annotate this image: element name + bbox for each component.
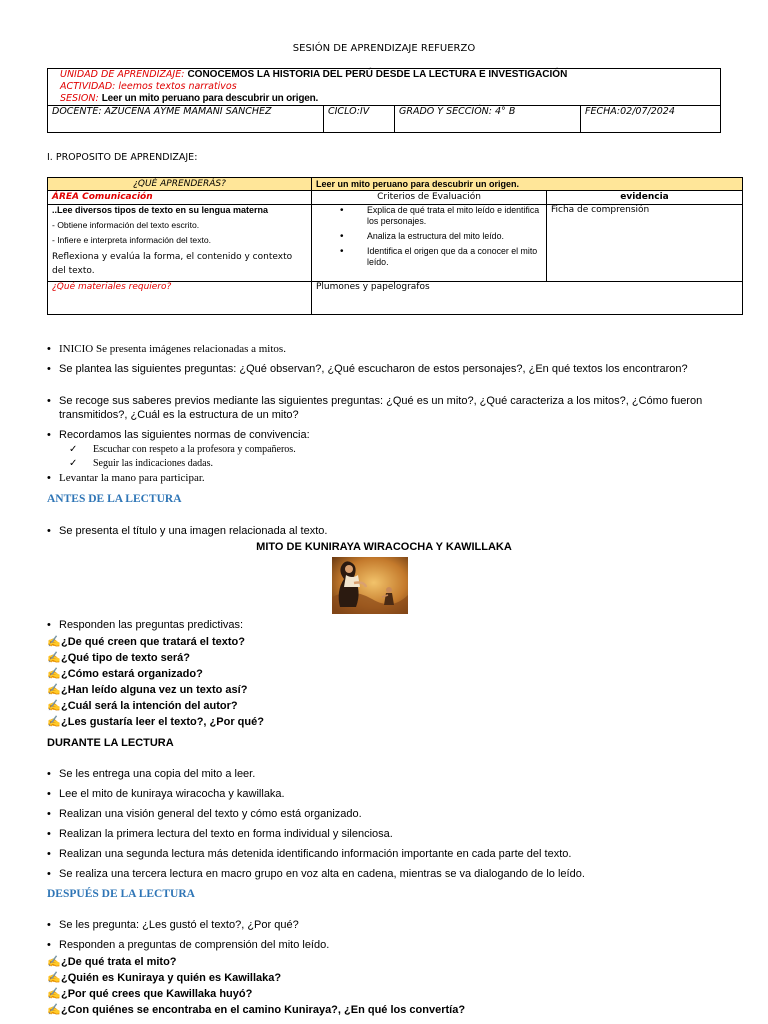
bullet-icon: • — [47, 343, 51, 355]
bullet-icon: • — [47, 395, 51, 407]
myth-illustration — [332, 557, 408, 614]
page-title: SESIÓN DE APRENDIZAJE REFUERZO — [292, 43, 476, 54]
bullet-icon: • — [47, 619, 51, 631]
durante-item: • Se les entrega una copia del mito a leer. — [47, 768, 256, 780]
despues-item: • Responden a preguntas de comprensión del mito leído. — [47, 939, 330, 951]
session-body — [47, 0, 727, 1024]
materiales-a-cell: Plumones y papelografos — [312, 282, 743, 315]
pen-icon: ✍ — [47, 636, 61, 648]
competencia-head: ..Lee diversos tipos de texto en su lengua materna — [52, 205, 269, 215]
myth-title: MITO DE KUNIRAYA WIRACOCHA Y KAWILLAKA — [256, 541, 512, 553]
predict-intro-text: Responden las preguntas predictivas: — [59, 619, 244, 631]
predict-question: ✍¿Cómo estará organizado? — [47, 668, 203, 680]
norma-text: Seguir las indicaciones dadas. — [93, 458, 213, 469]
pen-icon: ✍ — [47, 684, 61, 696]
fecha-cell: FECHA:02/07/2024 — [581, 106, 721, 133]
sesion-value: Leer un mito peruano para descubrir un origen. — [101, 93, 319, 104]
bullet-icon: • — [47, 919, 51, 931]
pen-icon: ✍ — [47, 652, 61, 664]
bullet-icon: • — [47, 472, 51, 484]
criterio-item: • Analiza la estructura del mito leído. — [340, 231, 542, 242]
pen-icon: ✍ — [47, 988, 61, 1000]
bullet-icon: • — [47, 868, 51, 880]
bullet-icon: • — [47, 808, 51, 820]
check-icon: ✓ — [69, 444, 78, 455]
evidencia-cell: Ficha de comprensión — [547, 205, 743, 282]
q-learn-cell: ¿QUÉ APRENDERÁS? — [48, 178, 312, 191]
capacidad-item: - Obtiene información del texto escrito. — [52, 220, 200, 230]
comprehension-question: ✍¿Con quiénes se encontraba en el camino Kuniraya?, ¿En qué los convertía? — [47, 1004, 466, 1016]
pen-icon: ✍ — [47, 668, 61, 680]
criterios-header: Criterios de Evaluación — [312, 191, 547, 205]
norma-text: Escuchar con respeto a la profesora y compañeros. — [93, 444, 296, 455]
bullet-icon: • — [47, 768, 51, 780]
durante-heading: DURANTE LA LECTURA — [47, 737, 174, 749]
bullet-icon: • — [47, 848, 51, 860]
bullet-icon: • — [47, 828, 51, 840]
durante-item: • Realizan una visión general del texto y cómo está organizado. — [47, 808, 362, 820]
capacidad-item: - Infiere e interpreta información del texto. — [52, 235, 212, 245]
comprehension-question: ✍¿De qué trata el mito? — [47, 956, 177, 968]
evidencia-header: evidencia — [547, 191, 743, 205]
durante-item: • Realizan la primera lectura del texto en forma individual y silenciosa. — [47, 828, 393, 840]
inicio-text: Recordamos las siguientes normas de convivencia: — [59, 429, 310, 441]
inicio-item — [47, 362, 727, 376]
antes-heading: ANTES DE LA LECTURA — [47, 493, 182, 505]
predict-question: ✍¿Han leído alguna vez un texto así? — [47, 684, 248, 696]
pen-icon: ✍ — [47, 972, 61, 984]
bullet-icon: • — [47, 525, 51, 537]
inicio-text: Se recoge sus saberes previos mediante las siguientes preguntas: ¿Qué es un mito?, ¿Qué caracteriza a los mitos?, ¿Cómo fueron transmitidos?, ¿Cuál es la estructura de un mito? — [59, 395, 703, 421]
ciclo-cell: CICLO:IV — [324, 106, 395, 133]
pen-icon: ✍ — [47, 956, 61, 968]
inicio-text: INICIO Se presenta imágenes relacionadas a mitos. — [59, 343, 286, 355]
materiales-q-cell: ¿Qué materiales requiero? — [48, 282, 312, 315]
area-cell: ÁREA Comunicación — [48, 191, 312, 205]
actividad-label: ACTIVIDAD: — [60, 81, 116, 92]
predict-question: ✍¿Cuál será la intención del autor? — [47, 700, 238, 712]
norma-item — [69, 458, 213, 469]
predict-intro-item — [47, 618, 727, 632]
actividad-value: leemos textos narrativos — [118, 81, 237, 92]
durante-item: • Lee el mito de kuniraya wiracocha y kawillaka. — [47, 788, 285, 800]
despues-item: • Se les pregunta: ¿Les gustó el texto?, ¿Por qué? — [47, 919, 299, 931]
unidad-value: CONOCEMOS LA HISTORIA DEL PERÚ DESDE LA LECTURA E INVESTIGACIÓN — [187, 69, 568, 80]
pen-icon: ✍ — [47, 1004, 61, 1016]
levantar-item — [47, 472, 205, 484]
inicio-item — [47, 342, 727, 356]
criterio-item: • Explica de qué trata el mito leído e identifica los personajes. — [340, 205, 542, 227]
predict-question: ✍¿De qué creen que tratará el texto? — [47, 636, 245, 648]
levantar-text: Levantar la mano para participar. — [59, 472, 205, 484]
myth-illustration-graphic — [332, 557, 408, 614]
comprehension-question: ✍¿Por qué crees que Kawillaka huyó? — [47, 988, 253, 1000]
bullet-icon: • — [47, 939, 51, 951]
unidad-label: UNIDAD DE APRENDIZAJE: — [60, 69, 185, 80]
durante-item: • Se realiza una tercera lectura en macro grupo en voz alta en cadena, mientras se va dialogando de lo leído. — [47, 868, 585, 880]
sesion-label: SESION: — [60, 93, 99, 104]
bullet-icon: • — [47, 788, 51, 800]
inicio-item — [47, 428, 727, 442]
pen-icon: ✍ — [47, 700, 61, 712]
antes-item — [47, 524, 727, 538]
bullet-icon: • — [47, 363, 51, 375]
despues-heading: DESPUÉS DE LA LECTURA — [47, 888, 195, 900]
docente-cell: DOCENTE: AZUCENA AYME MAMANI SANCHEZ — [48, 106, 324, 133]
norma-item — [69, 444, 296, 455]
criterio-item: • Identifica el origen que da a conocer el mito leído. — [340, 246, 542, 268]
pen-icon: ✍ — [47, 716, 61, 728]
check-icon: ✓ — [69, 458, 78, 469]
antes-text: Se presenta el título y una imagen relacionada al texto. — [59, 525, 328, 537]
durante-item: • Realizan una segunda lectura más detenida identificando información importante en cada parte del texto. — [47, 848, 572, 860]
grado-cell: GRADO Y SECCIÓN: 4° B — [395, 106, 581, 133]
learn-value-cell: Leer un mito peruano para descubrir un origen. — [312, 178, 743, 191]
inicio-text: Se plantea las siguientes preguntas: ¿Qué observan?, ¿Qué escucharon de estos personajes?, ¿En qué textos los encontraron? — [59, 363, 688, 375]
inicio-item — [47, 394, 727, 422]
bullet-icon: • — [47, 429, 51, 441]
predict-question: ✍¿Qué tipo de texto será? — [47, 652, 190, 664]
reflexiona-text: Reflexiona y evalúa la forma, el contenido y contexto del texto. — [52, 252, 293, 276]
predict-question: ✍¿Les gustaría leer el texto?, ¿Por qué? — [47, 716, 264, 728]
section-label: I. PROPOSITO DE APRENDIZAJE: — [47, 152, 198, 163]
comprehension-question: ✍¿Quién es Kuniraya y quién es Kawillaka? — [47, 972, 282, 984]
